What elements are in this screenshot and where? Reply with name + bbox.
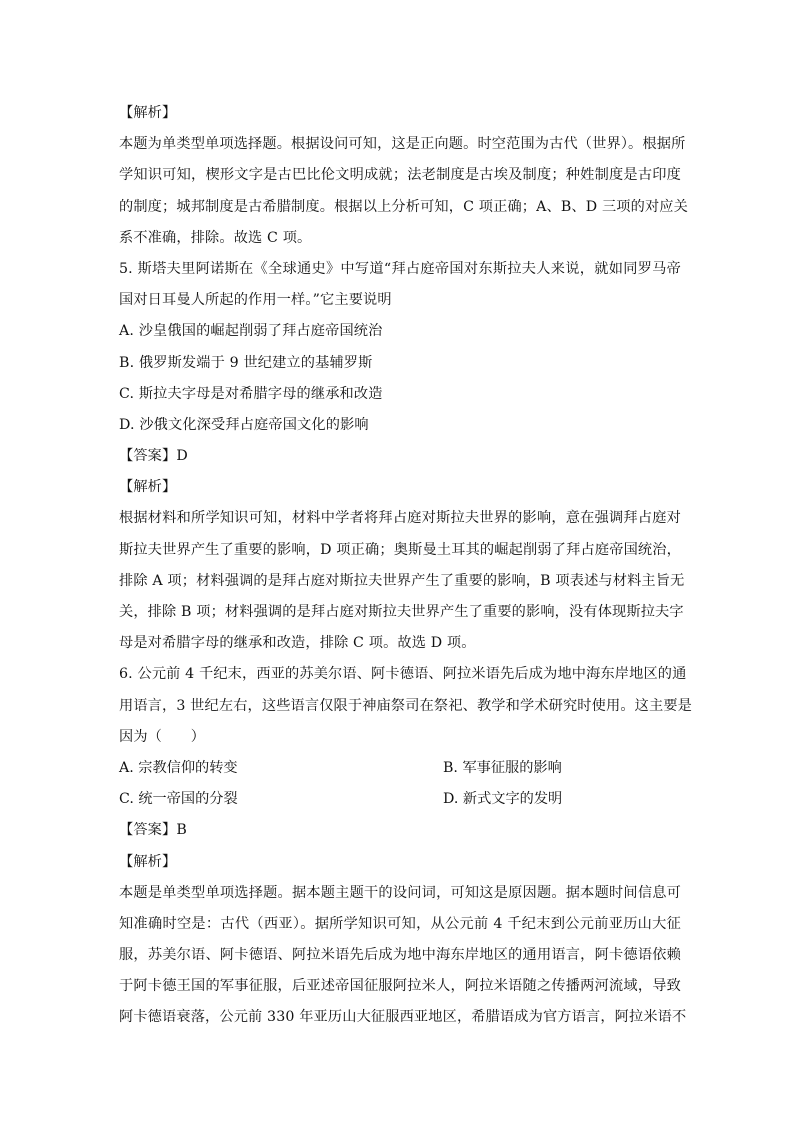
- q6-stem-line: 用语言，3 世纪左右，这些语言仅限于神庙祭司在祭祀、教学和学术研究时使用。这主要是: [119, 697, 693, 714]
- q5-analysis-line: 排除 A 项；材料强调的是拜占庭对斯拉夫世界产生了重要的影响，B 项表述与材料主旨无: [119, 572, 685, 589]
- q5-option-b: B. 俄罗斯发端于 9 世纪建立的基辅罗斯: [119, 354, 373, 371]
- q5-analysis-label: 【解析】: [119, 479, 177, 496]
- q5-analysis-line: 根据材料和所学知识可知，材料中学者将拜占庭对斯拉夫世界的影响，意在强调拜占庭对: [119, 510, 681, 527]
- q4-analysis-label: 【解析】: [119, 105, 177, 121]
- q4-analysis-line: 本题为单类型单项选择题。根据设问可知，这是正向题。时空范围为古代（世界）。根据所: [119, 136, 686, 153]
- q5-option-a: A. 沙皇俄国的崛起削弱了拜占庭帝国统治: [119, 323, 383, 340]
- q6-analysis-line: 于阿卡德王国的军事征服，后亚述帝国征服阿拉米人，阿拉米语随之传播两河流域，导致: [119, 978, 681, 995]
- q6-answer: 【答案】B: [119, 822, 187, 839]
- q6-option-b: B. 军事征服的影响: [443, 759, 562, 776]
- q6-option-a: A. 宗教信仰的转变: [119, 759, 238, 776]
- q5-answer: 【答案】D: [119, 448, 188, 465]
- q5-option-c: C. 斯拉夫字母是对希腊字母的继承和改造: [119, 385, 383, 402]
- q5-analysis-line: 母是对希腊字母的继承和改造，排除 C 项。故选 D 项。: [119, 635, 476, 652]
- q5-stem-line: 国对日耳曼人所起的作用一样。”它主要说明: [119, 292, 392, 309]
- q6-analysis-line: 知准确时空是：古代（西亚）。据所学知识可知，从公元前 4 千纪末到公元前亚历山大征: [119, 915, 681, 932]
- q5-option-d: D. 沙俄文化深受拜占庭帝国文化的影响: [119, 416, 369, 433]
- q6-analysis-label: 【解析】: [119, 853, 177, 870]
- q6-stem-line: 因为（ ）: [119, 728, 206, 745]
- q6-analysis-line: 阿卡德语衰落，公元前 330 年亚历山大征服西亚地区，希腊语成为官方语言，阿拉米语不: [119, 1009, 687, 1026]
- q5-analysis-line: 斯拉夫世界产生了重要的影响，D 项正确；奥斯曼土耳其的崛起削弱了拜占庭帝国统治，: [119, 541, 681, 558]
- q4-analysis-line: 的制度；城邦制度是古希腊制度。根据以上分析可知，C 项正确；A、B、D 三项的对应关: [119, 198, 688, 215]
- q6-options-row: [119, 784, 681, 815]
- q6-stem-line: 6. 公元前 4 千纪末，西亚的苏美尔语、阿卡德语、阿拉米语先后成为地中海东岸地区的通: [119, 666, 687, 683]
- q5-stem-line: 5. 斯塔夫里阿诺斯在《全球通史》中写道“拜占庭帝国对东斯拉夫人来说，就如同罗马帝: [119, 260, 681, 277]
- q6-option-d: D. 新式文字的发明: [443, 791, 563, 808]
- q4-analysis-line: 学知识可知，楔形文字是古巴比伦文明成就；法老制度是古埃及制度；种姓制度是古印度: [119, 167, 681, 184]
- q6-options-row: [119, 753, 681, 784]
- page-content: [119, 98, 693, 1034]
- q6-analysis-line: 本题是单类型单项选择题。据本题主题干的设问词，可知这是原因题。据本题时间信息可: [119, 884, 681, 901]
- q4-analysis-line: 系不准确，排除。故选 C 项。: [119, 229, 312, 246]
- q5-analysis-line: 关，排除 B 项；材料强调的是拜占庭对斯拉夫世界产生了重要的影响，没有体现斯拉夫字: [119, 604, 684, 620]
- q6-option-c: C. 统一帝国的分裂: [119, 791, 238, 808]
- q6-analysis-line: 服，苏美尔语、阿卡德语、阿拉米语先后成为地中海东岸地区的通用语言，阿卡德语依赖: [119, 947, 681, 964]
